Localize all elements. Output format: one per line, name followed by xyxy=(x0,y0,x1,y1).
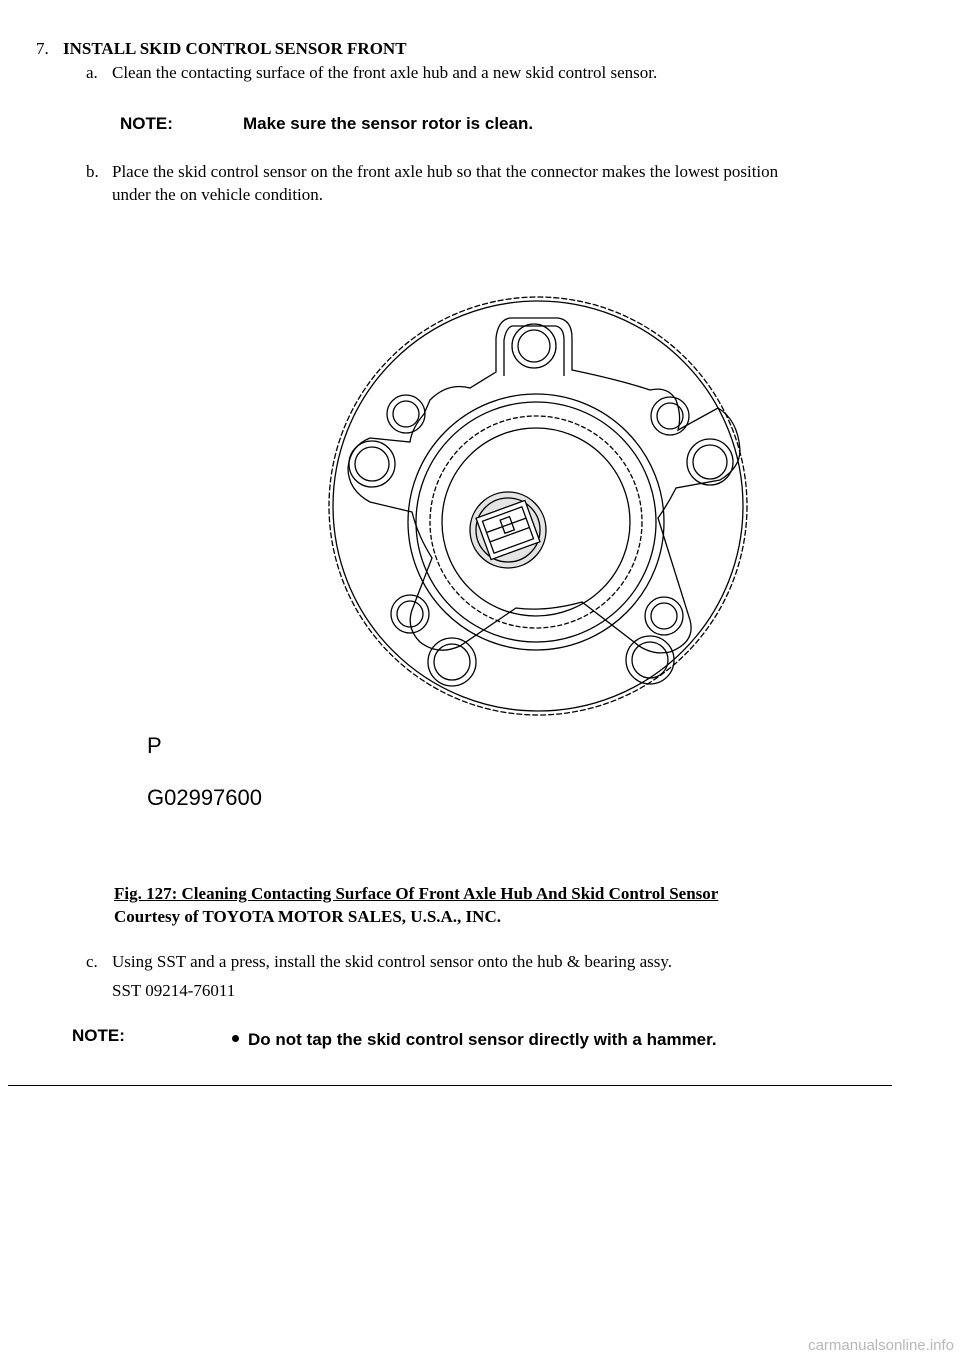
note-2-bullet-text: Do not tap the skid control sensor directly with a hammer. xyxy=(248,1030,717,1049)
sub-step-b-line2: under the on vehicle condition. xyxy=(112,185,324,204)
sub-step-b-letter: b. xyxy=(86,162,99,181)
sub-step-b xyxy=(86,160,778,183)
sub-step-c-text: Using SST and a press, install the skid control sensor onto the hub & bearing assy. xyxy=(112,952,672,971)
step-title: INSTALL SKID CONTROL SENSOR FRONT xyxy=(63,39,407,58)
figure-caption-credit: Courtesy of TOYOTA MOTOR SALES, U.S.A., INC. xyxy=(114,907,501,926)
figure-letter: P xyxy=(147,733,162,758)
note-1-label: NOTE: xyxy=(120,114,173,133)
note-1-text: Make sure the sensor rotor is clean. xyxy=(243,114,534,133)
sub-step-a-text: Clean the contacting surface of the front axle hub and a new skid control sensor. xyxy=(112,63,658,82)
note-2-label: NOTE: xyxy=(72,1026,125,1045)
bullet-icon xyxy=(232,1035,239,1042)
sub-step-b-line1: Place the skid control sensor on the front axle hub so that the connector makes the lowest position xyxy=(112,162,779,181)
sst-number: SST 09214-76011 xyxy=(112,981,236,1000)
sub-step-a xyxy=(86,61,657,84)
sub-step-c-letter: c. xyxy=(86,952,98,971)
step-number: 7. xyxy=(36,39,49,58)
page-divider xyxy=(8,1085,892,1086)
figure-code: G02997600 xyxy=(147,785,262,810)
sub-step-c xyxy=(86,950,672,973)
note-2-bullet-item xyxy=(232,1030,717,1050)
figure-caption-title: Fig. 127: Cleaning Contacting Surface Of Front Axle Hub And Skid Control Sensor xyxy=(114,884,719,903)
hub-bearing-figure xyxy=(320,290,760,735)
watermark: carmanualsonline.info xyxy=(808,1337,954,1354)
sub-step-a-letter: a. xyxy=(86,63,98,82)
